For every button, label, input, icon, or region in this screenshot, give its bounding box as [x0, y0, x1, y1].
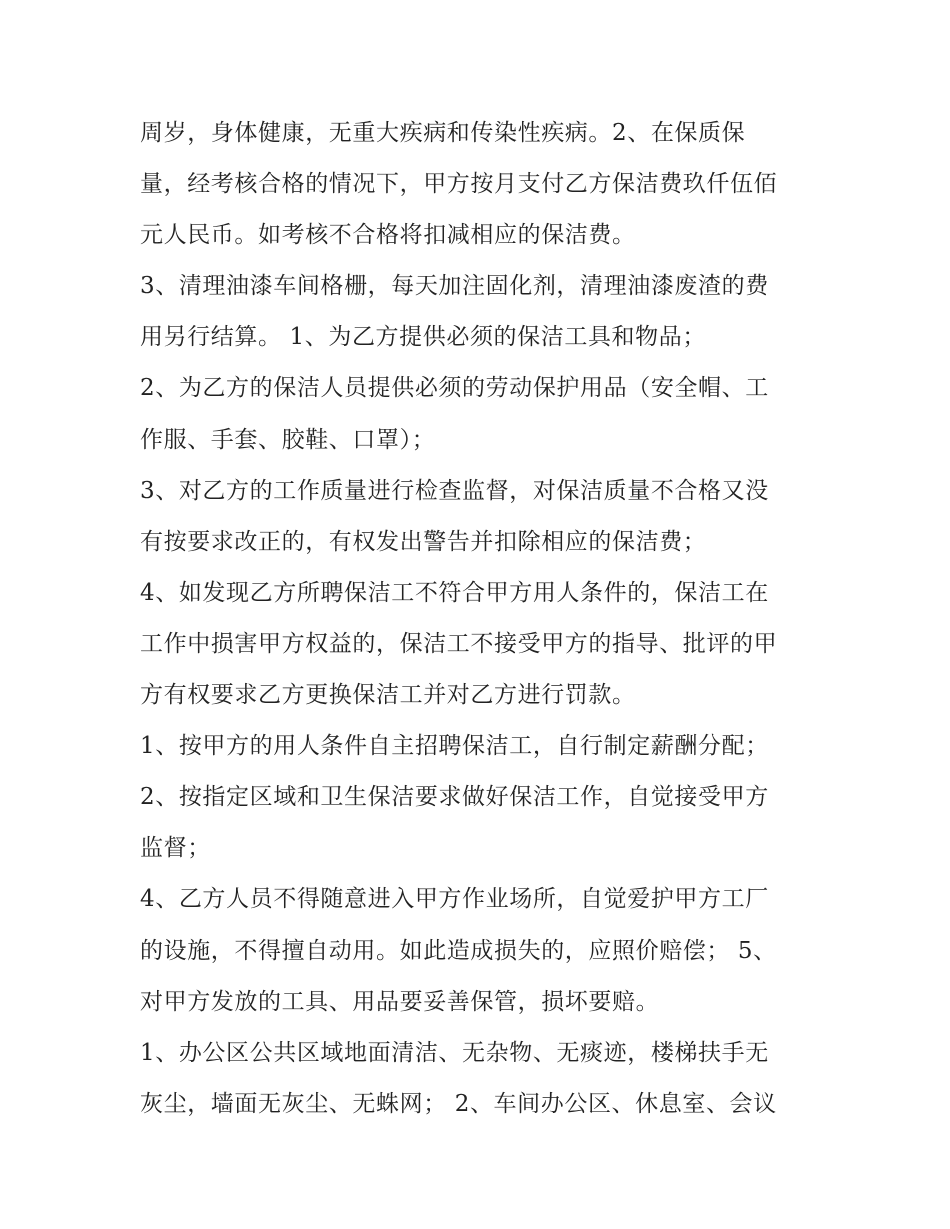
text-line: 有按要求改正的，有权发出警告并扣除相应的保洁费；: [140, 528, 707, 555]
text-line: 量，经考核合格的情况下，甲方按月支付乙方保洁费玖仟伍佰: [140, 171, 778, 198]
text-line: 灰尘，墙面无灰尘、无蛛网； 2、车间办公区、休息室、会议: [140, 1090, 777, 1117]
text-line: 对甲方发放的工具、用品要妥善保管，损坏要赔。: [140, 988, 660, 1015]
text-line: 方有权要求乙方更换保洁工并对乙方进行罚款。: [140, 682, 636, 709]
text-line: 2、按指定区域和卫生保洁要求做好保洁工作，自觉接受甲方: [140, 784, 769, 811]
text-line: 用另行结算。 1、为乙方提供必须的保洁工具和物品；: [140, 324, 706, 351]
text-line: 4、如发现乙方所聘保洁工不符合甲方用人条件的，保洁工在: [140, 579, 769, 606]
text-line: 4、乙方人员不得随意进入甲方作业场所，自觉爱护甲方工厂: [140, 886, 769, 913]
text-line: 1、按甲方的用人条件自主招聘保洁工，自行制定薪酬分配；: [140, 733, 769, 760]
text-line: 的设施，不得擅自动用。如此造成损失的，应照价赔偿； 5、: [140, 937, 777, 964]
text-line: 元人民币。如考核不合格将扣减相应的保洁费。: [140, 222, 636, 249]
text-line: 3、对乙方的工作质量进行检查监督，对保洁质量不合格又没: [140, 477, 769, 504]
document-body: [140, 108, 820, 1130]
text-line: 2、为乙方的保洁人员提供必须的劳动保护用品（安全帽、工: [140, 375, 769, 402]
text-line: 周岁，身体健康，无重大疾病和传染性疾病。2、在保质保: [140, 120, 746, 146]
text-line: 工作中损害甲方权益的，保洁工不接受甲方的指导、批评的甲: [140, 630, 778, 657]
text-line: 作服、手套、胶鞋、口罩）；: [140, 426, 436, 453]
text-line: 监督；: [140, 835, 211, 862]
text-line: 1、办公区公共区域地面清洁、无杂物、无痰迹，楼梯扶手无: [140, 1039, 769, 1066]
text-line: 3、清理油漆车间格栅，每天加注固化剂，清理油漆废渣的费: [140, 273, 769, 300]
